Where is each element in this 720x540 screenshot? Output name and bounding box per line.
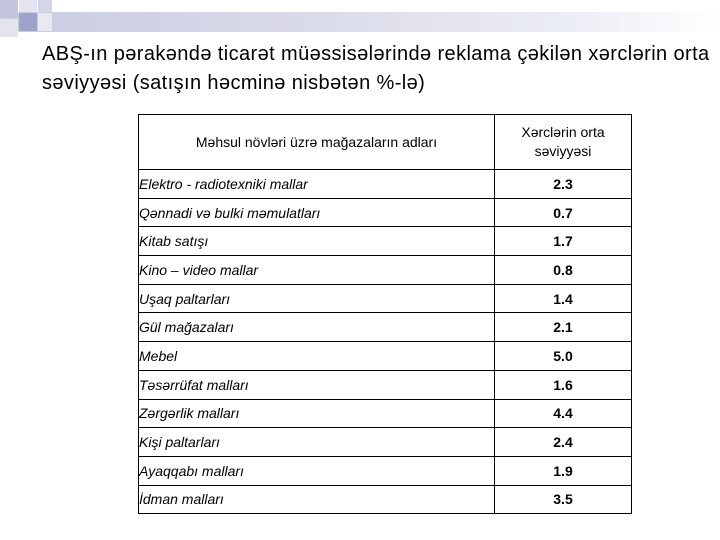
row-name: Elektro - radiotexniki mallar <box>139 170 495 199</box>
row-name: Zərgərlik malları <box>139 399 495 428</box>
table-row <box>139 256 632 285</box>
row-value: 1.7 <box>495 227 632 256</box>
row-value: 1.6 <box>495 370 632 399</box>
table-row <box>139 399 632 428</box>
table-row <box>139 456 632 485</box>
deco-square <box>19 0 37 12</box>
deco-square <box>38 13 52 31</box>
table-row <box>139 428 632 457</box>
page-title: ABŞ-ın pərakəndə ticarət müəssisələrində reklama çəkilən xərclərin orta səviyyəsi (satışın həcminə nisbətən %-lə) <box>42 43 710 94</box>
row-name: Qənnadi və bulki məmulatları <box>139 198 495 227</box>
table-row <box>139 284 632 313</box>
row-name: Gül mağazaları <box>139 313 495 342</box>
row-value: 5.0 <box>495 342 632 371</box>
row-name: İdman malları <box>139 485 495 514</box>
row-value: 2.3 <box>495 170 632 199</box>
deco-square <box>38 0 52 12</box>
row-name: Təsərrüfat malları <box>139 370 495 399</box>
row-value: 0.8 <box>495 256 632 285</box>
data-table <box>138 114 632 514</box>
row-name: Kino – video mallar <box>139 256 495 285</box>
row-name: Ayaqqabı malları <box>139 456 495 485</box>
row-value: 4.4 <box>495 399 632 428</box>
table-row <box>139 485 632 514</box>
row-name: Mebel <box>139 342 495 371</box>
header-decoration <box>0 0 720 40</box>
row-value: 2.1 <box>495 313 632 342</box>
table-row <box>139 313 632 342</box>
column-header-average-cost: Xərclərin orta səviyyəsi <box>495 115 632 170</box>
row-value: 1.4 <box>495 284 632 313</box>
table-row <box>139 198 632 227</box>
deco-square <box>19 13 37 31</box>
row-name: Kişi paltarları <box>139 428 495 457</box>
table-row <box>139 170 632 199</box>
row-name: Kitab satışı <box>139 227 495 256</box>
row-value: 0.7 <box>495 198 632 227</box>
row-value: 3.5 <box>495 485 632 514</box>
header-band <box>0 12 720 32</box>
column-header-store-type: Məhsul növləri üzrə mağazaların adları <box>139 115 495 170</box>
deco-square <box>0 0 18 18</box>
table-row <box>139 227 632 256</box>
deco-square <box>0 19 18 37</box>
row-value: 1.9 <box>495 456 632 485</box>
row-value: 2.4 <box>495 428 632 457</box>
table-row <box>139 342 632 371</box>
table-row <box>139 370 632 399</box>
row-name: Uşaq paltarları <box>139 284 495 313</box>
table-header-row <box>139 115 632 170</box>
